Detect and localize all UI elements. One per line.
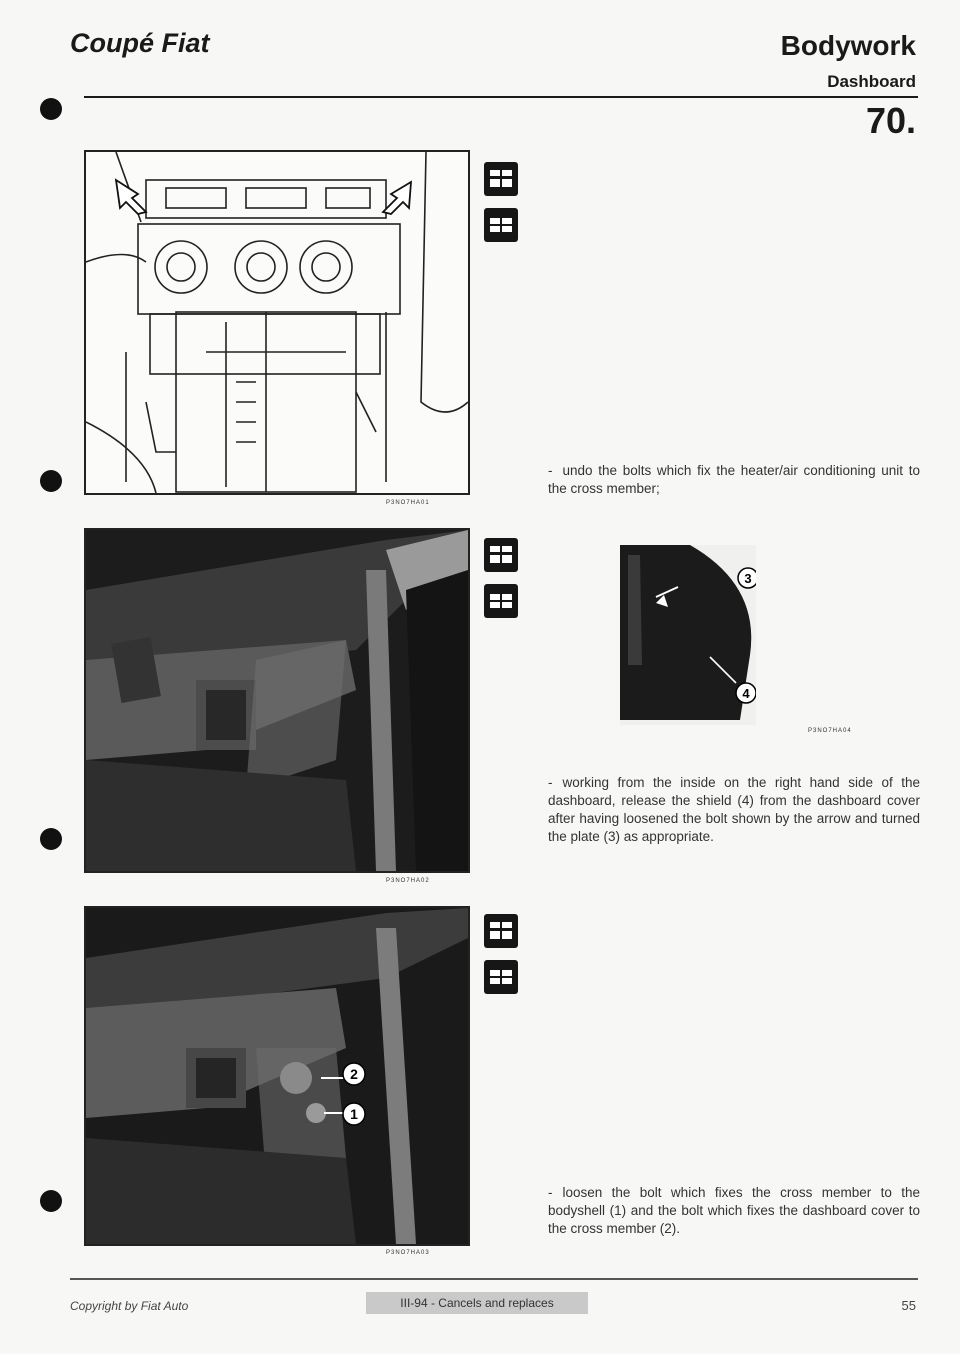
step-dash: - [548,1185,553,1200]
callout-3: 3 [744,571,752,586]
figure-dashboard-photo [84,528,470,873]
subsection-title: Dashboard [827,72,916,91]
step-dash: - [548,463,553,478]
figure-heater-drawing [84,150,470,495]
figure-code: P3NO7HA04 [808,728,852,734]
punch-hole [40,98,62,120]
instruction-step-1 [548,462,920,498]
step-dash: - [548,775,553,790]
instruction-step-2 [548,774,920,846]
section-title: Bodywork [780,30,916,61]
footer-rule [70,1278,918,1280]
refit-icon [484,960,518,994]
revision-note: III-94 - Cancels and replaces [366,1292,588,1314]
refit-icon [484,208,518,242]
figure-crossmember-photo [84,906,470,1246]
punch-hole [40,470,62,492]
callout-1: 1 [350,1106,358,1122]
refit-icon [484,584,518,618]
removal-icon [484,538,518,572]
callout-4: 4 [742,686,750,701]
step-text: undo the bolts which fix the heater/air conditioning unit to the cross member; [548,463,920,496]
instruction-step-3 [548,1184,920,1238]
figure-shield-photo [620,545,756,725]
removal-icon [484,162,518,196]
page-code: 70. [865,100,916,141]
header-rule [84,96,918,98]
step-text: working from the inside on the right hand side of the dashboard, release the shield (4) from the dashboard cover after having loosened the bolt shown by the arrow and turned the plate (3) as appropriate. [548,775,920,844]
copyright-text: Copyright by Fiat Auto [70,1299,189,1313]
brand-title: Coupé Fiat [70,28,210,58]
page-number: 55 [901,1298,916,1313]
punch-hole [40,1190,62,1212]
step-text: loosen the bolt which fixes the cross member to the bodyshell (1) and the bolt which fixes the dashboard cover to the cross member (2). [548,1185,920,1236]
figure-code: P3NO7HA03 [386,1250,430,1256]
figure-code: P3NO7HA01 [386,500,430,506]
punch-hole [40,828,62,850]
removal-icon [484,914,518,948]
callout-2: 2 [350,1066,358,1082]
figure-code: P3NO7HA02 [386,878,430,884]
